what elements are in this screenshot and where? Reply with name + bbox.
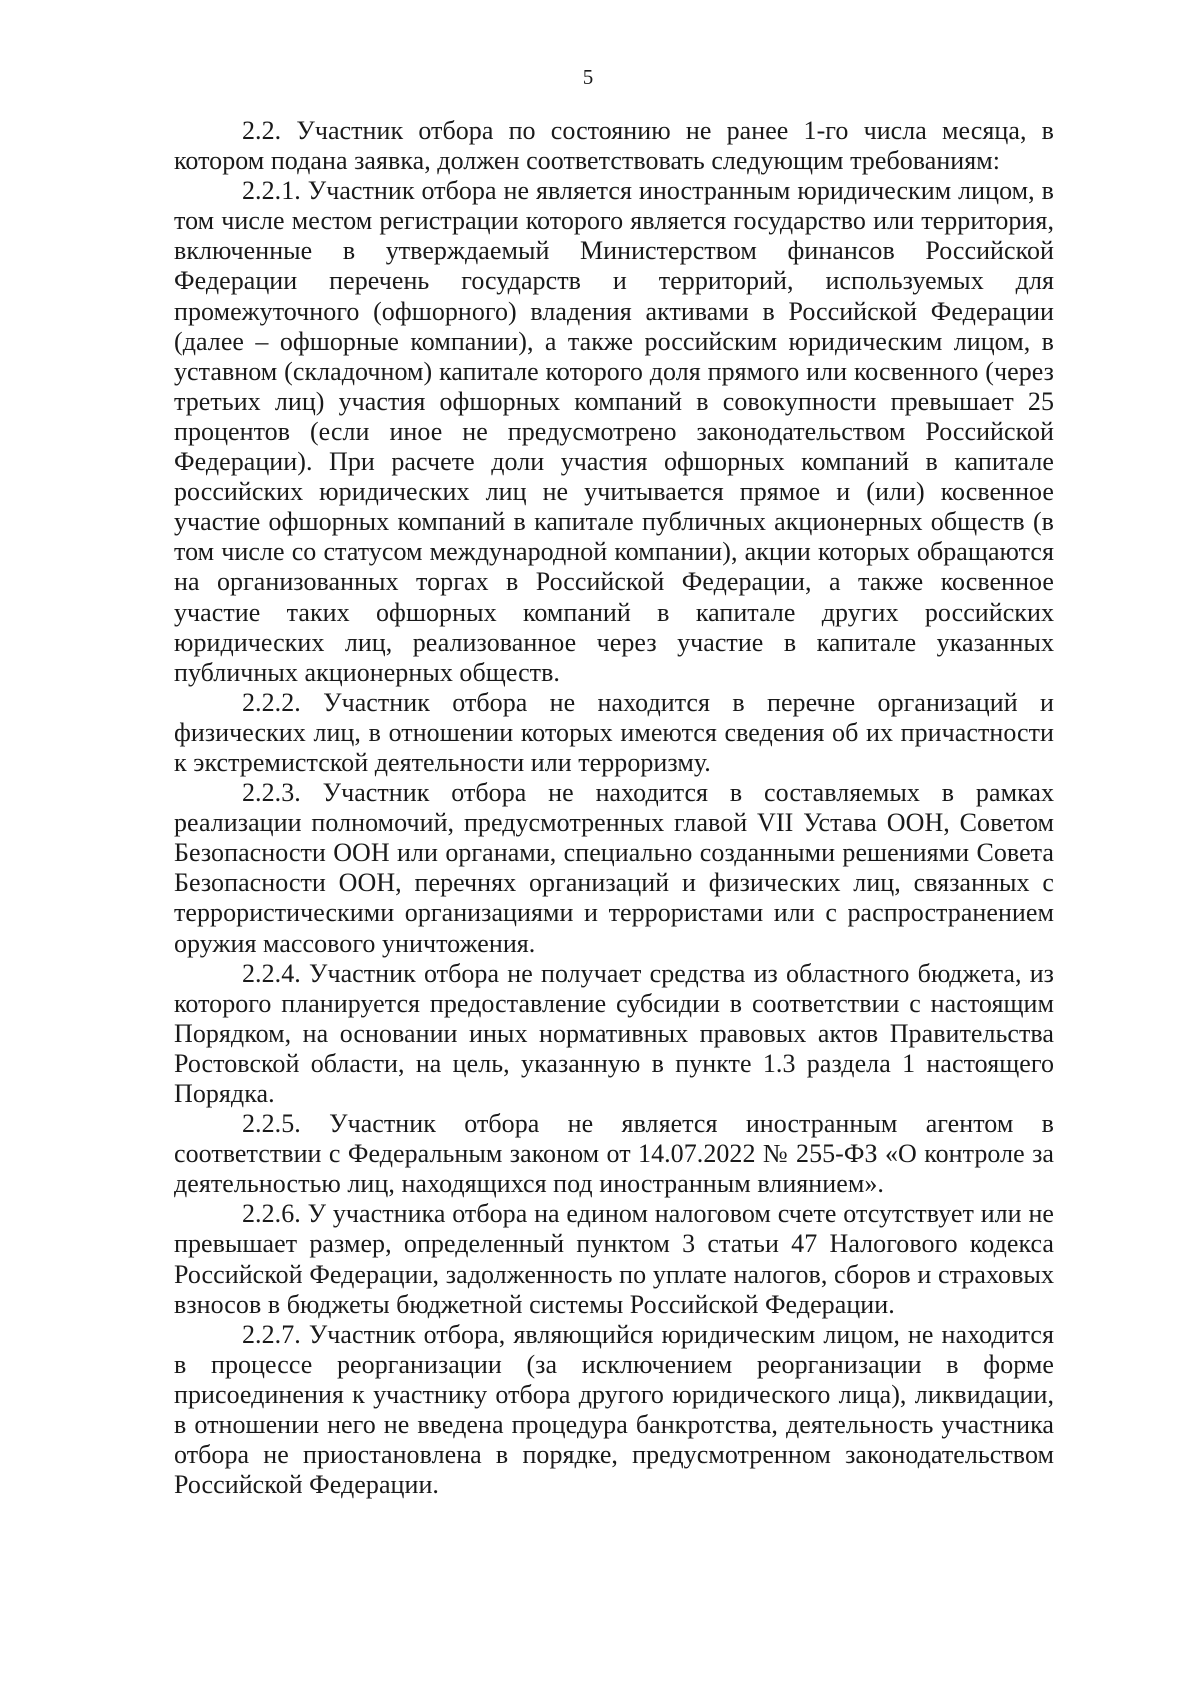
page-number: 5	[582, 65, 594, 89]
paragraph-2-2-5: 2.2.5. Участник отбора не является иностранным агентом в соответствии с Федеральным законом от 14.07.2022 № 255-ФЗ «О контроле за деятельностью лиц, находящихся под иностранным влиянием».	[174, 1109, 1054, 1199]
paragraph-2-2-1: 2.2.1. Участник отбора не является иностранным юридическим лицом, в том числе местом регистрации которого является государство или территория, включенные в утверждаемый Министерством финансов Российской Федерации перечень государств и территорий, используемых для промежуточного (офшорного) владения активами в Российской Федерации (далее – офшорные компании), а также российским юридическим лицом, в уставном (складочном) капитале которого доля прямого или косвенного (через третьих лиц) участия офшорных компаний в совокупности превышает 25 процентов (если иное не предусмотрено законодательством Российской Федерации). При расчете доли участия офшорных компаний в капитале российских юридических лиц не учитывается прямое и (или) косвенное участие офшорных компаний в капитале публичных акционерных обществ (в том числе со статусом международной компании), акции которых обращаются на организованных торгах в Российской Федерации, а также косвенное участие таких офшорных компаний в капитале других российских юридических лиц, реализованное через участие в капитале указанных публичных акционерных обществ.	[174, 176, 1054, 687]
paragraph-2-2-4: 2.2.4. Участник отбора не получает средства из областного бюджета, из которого планируется предоставление субсидии в соответствии с настоящим Порядком, на основании иных нормативных правовых актов Правительства Ростовской области, на цель, указанную в пункте 1.3 раздела 1 настоящего Порядка.	[174, 958, 1054, 1108]
document-body	[174, 116, 1054, 1500]
paragraph-2-2-7: 2.2.7. Участник отбора, являющийся юридическим лицом, не находится в процессе реорганизации (за исключением реорганизации в форме присоединения к участнику отбора другого юридического лица), ликвидации, в отношении него не введена процедура банкротства, деятельность участника отбора не приостановлена в порядке, предусмотренном законодательством Российской Федерации.	[174, 1319, 1054, 1500]
paragraph-2-2-6: 2.2.6. У участника отбора на едином налоговом счете отсутствует или не превышает размер, определенный пунктом 3 статьи 47 Налогового кодекса Российской Федерации, задолженность по уплате налогов, сборов и страховых взносов в бюджеты бюджетной системы Российской Федерации.	[174, 1199, 1054, 1319]
paragraph-2-2-3: 2.2.3. Участник отбора не находится в составляемых в рамках реализации полномочий, предусмотренных главой VII Устава ООН, Советом Безопасности ООН или органами, специально созданными решениями Совета Безопасности ООН, перечнях организаций и физических лиц, связанных с террористическими организациями и террористами или с распространением оружия массового уничтожения.	[174, 778, 1054, 958]
paragraph-2-2-2: 2.2.2. Участник отбора не находится в перечне организаций и физических лиц, в отношении которых имеются сведения об их причастности к экстремистской деятельности или терроризму.	[174, 687, 1054, 777]
paragraph-2-2: 2.2. Участник отбора по состоянию не ранее 1-го числа месяца, в котором подана заявка, должен соответствовать следующим требованиям:	[174, 116, 1054, 176]
